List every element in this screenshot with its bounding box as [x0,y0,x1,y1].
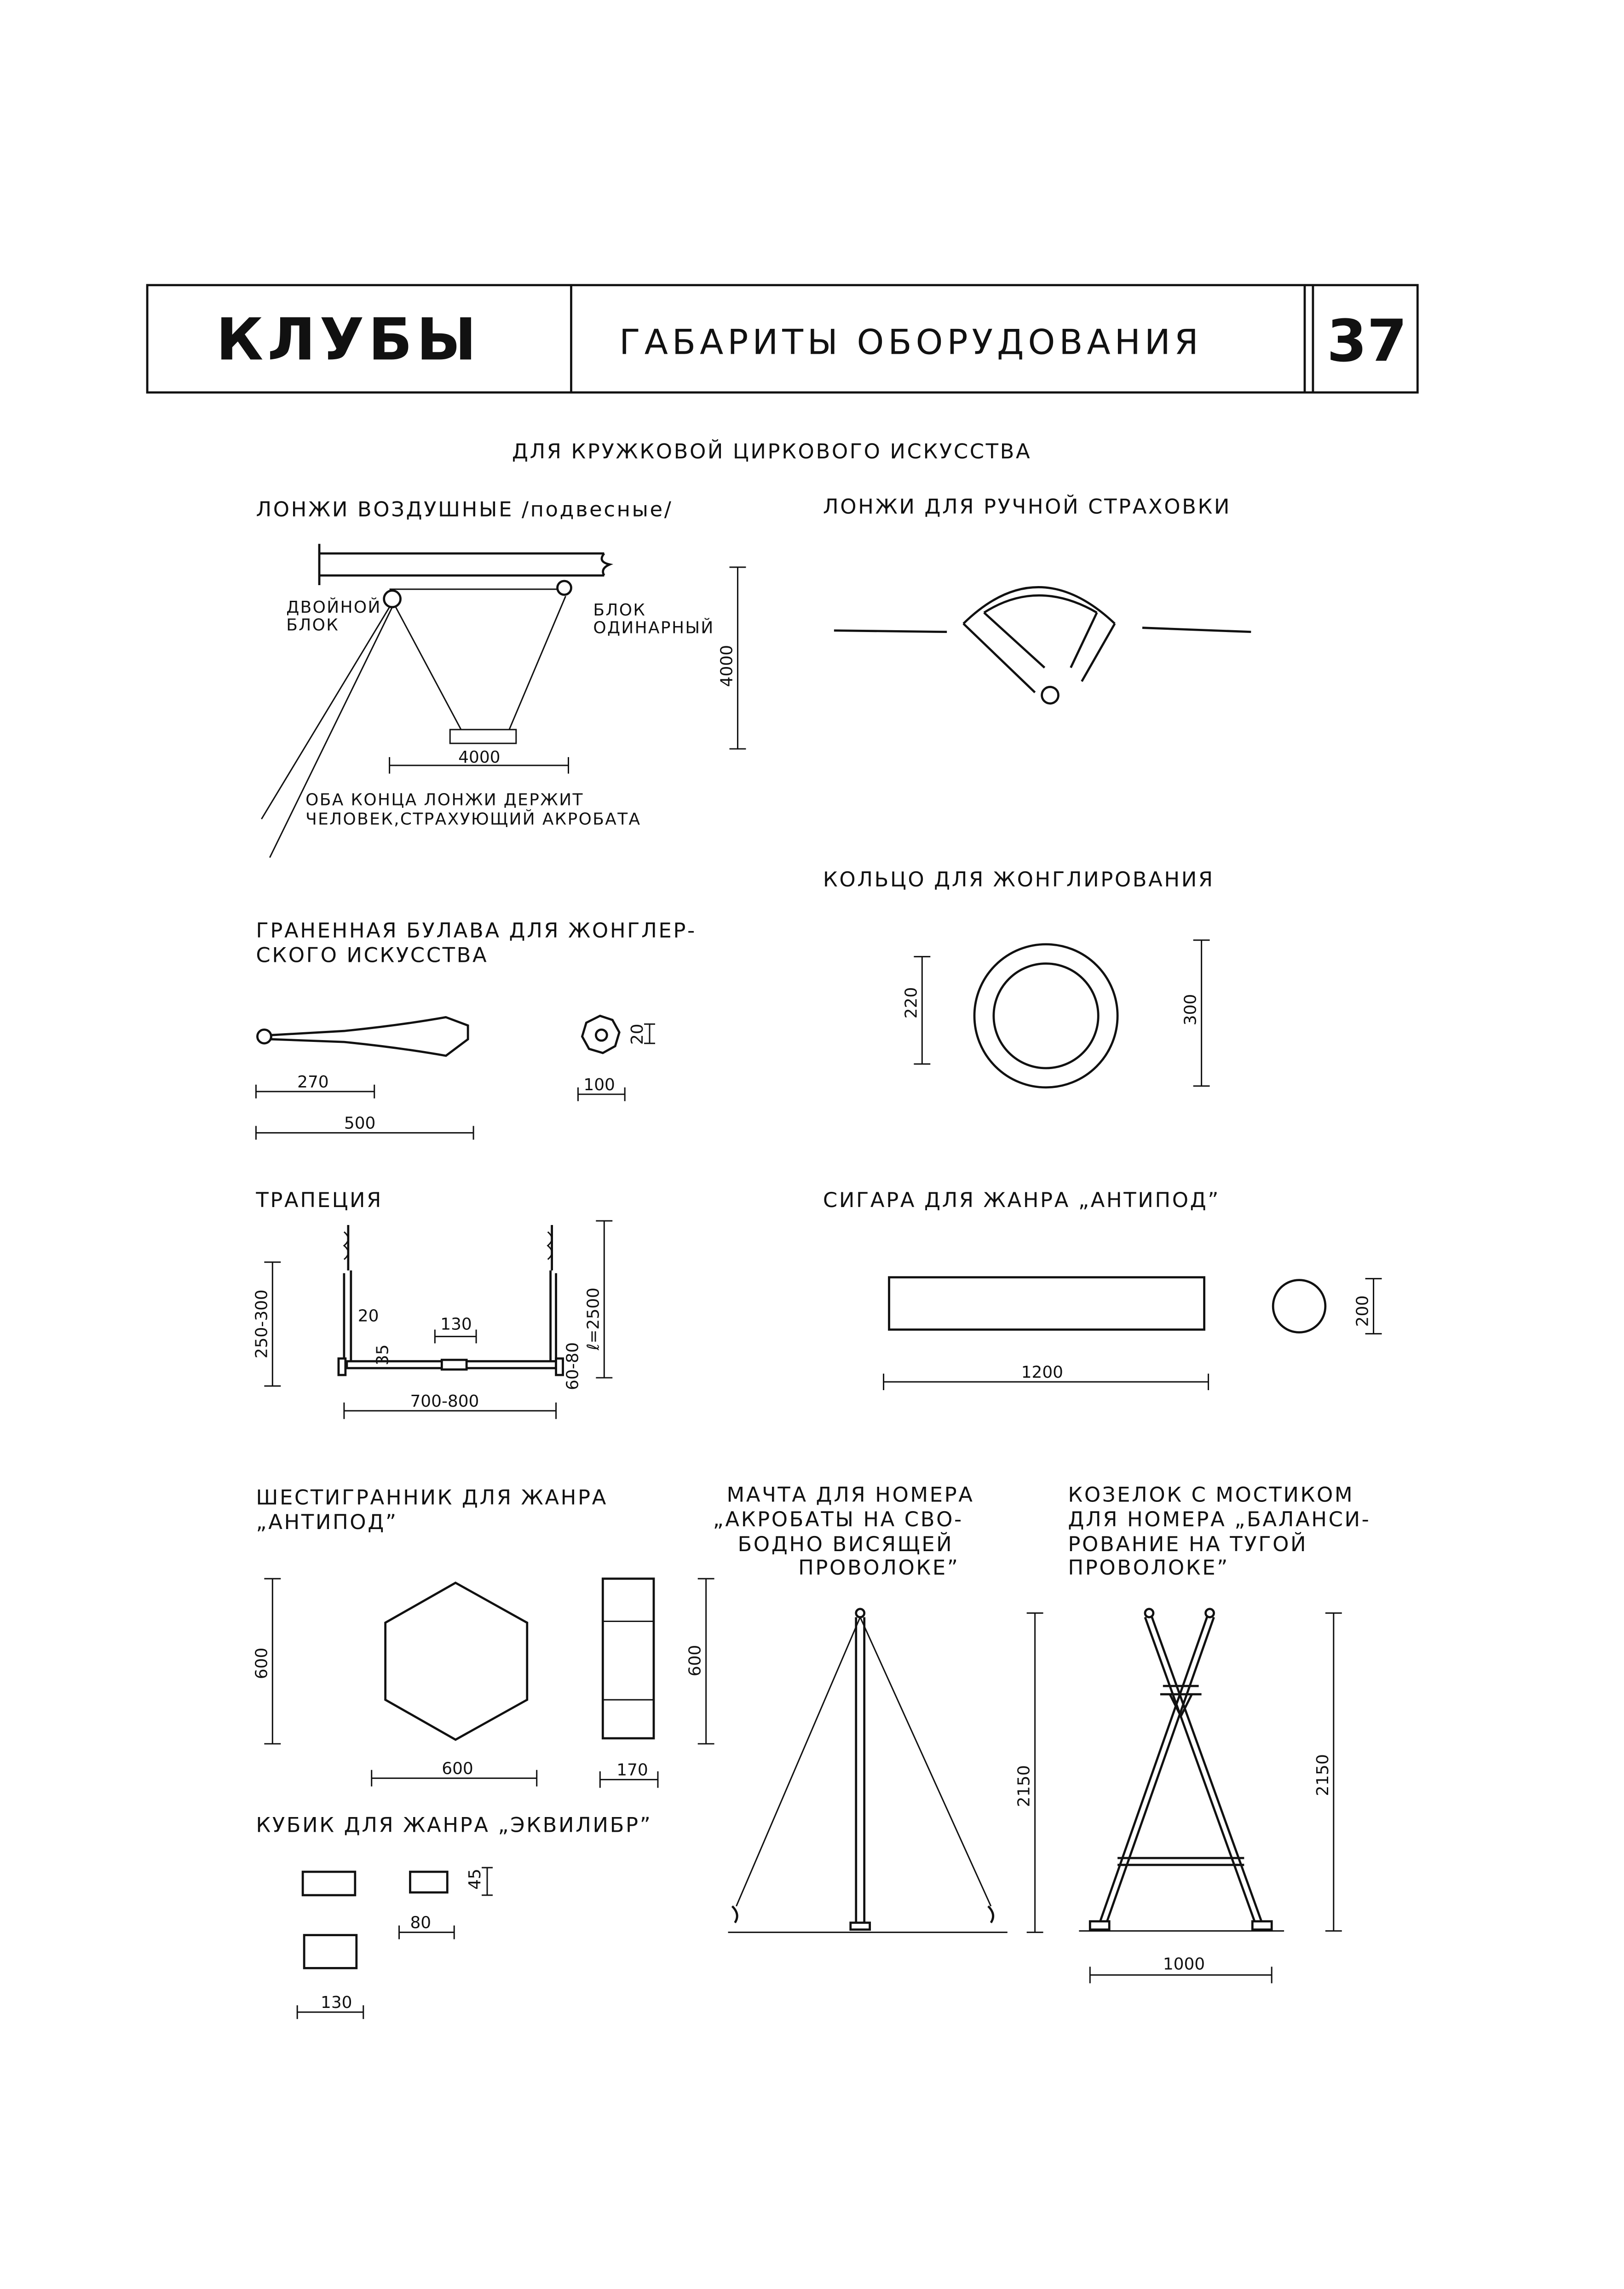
trestle-title: ДЛЯ НОМЕРА „БАЛАНСИ- [1068,1507,1371,1532]
cube-top [304,1935,357,1968]
header [147,285,1417,392]
diameter-dimension: 200 [1353,1295,1372,1327]
club-body [271,1017,468,1056]
single-block [558,581,571,595]
belt-buckle [1042,687,1059,703]
length-dimension: ℓ=2500 [584,1288,603,1351]
hand-lunge-figure [823,494,1251,703]
mast-title: МАЧТА ДЛЯ НОМЕРА [726,1482,974,1507]
club-title: СКОГО ИСКУССТВА [256,943,489,967]
cube-title: КУБИК ДЛЯ ЖАНРА „ЭКВИЛИБР” [256,1812,652,1837]
side-height-dimension: 600 [685,1645,705,1677]
hexagon-title: ШЕСТИГРАННИК ДЛЯ ЖАНРА [256,1485,608,1510]
height-dimension: 2150 [1313,1754,1332,1796]
hexagon-side-faces [603,1622,654,1700]
aerial-lunge-title: ЛОНЖИ ВОЗДУШНЫЕ /подвесные/ [256,497,673,522]
single-block-label: ОДИНАРНЫЙ [593,618,714,638]
section-title: ДЛЯ КРУЖКОВОЙ ЦИРКОВОГО ИСКУССТВА [512,439,1032,464]
double-block [384,591,401,607]
hexagon-shape [386,1583,527,1740]
handle-dimension: 270 [297,1072,329,1092]
hand-lunge-title: ЛОНЖИ ДЛЯ РУЧНОЙ СТРАХОВКИ [823,494,1232,519]
dim-130: 130 [321,1993,352,2013]
trestle-figure [1068,1482,1371,1983]
length-dimension: 1200 [1021,1363,1064,1382]
bar-dimension: 60-80 [563,1342,582,1390]
mast-top [856,1609,864,1617]
width-dimension: 700-800 [410,1392,479,1411]
grip-dimension: 130 [440,1315,472,1334]
sheet-number: 37 [1326,307,1407,375]
trestle-crossbar [1117,1858,1244,1865]
ring-title: КОЛЬЦО ДЛЯ ЖОНГЛИРОВАНИЯ [823,867,1215,892]
ring-inner [994,964,1098,1068]
width-dimension: 600 [442,1759,473,1778]
cigar-title: СИГАРА ДЛЯ ЖАНРА „АНТИПОД” [823,1188,1221,1213]
hexagon-figure [252,1485,714,1788]
height-dimension: 4000 [717,645,737,687]
ceiling-beam [319,544,610,585]
cigar-body [889,1277,1204,1330]
trapeze-end [556,1358,563,1375]
cube-figure [256,1812,652,2019]
mast-title: ПРОВОЛОКЕ” [798,1555,960,1580]
cube-side [410,1872,447,1892]
trestle-title: ПРОВОЛОКЕ” [1068,1555,1229,1580]
width-dimension: 4000 [458,748,501,767]
hole-dimension: 20 [628,1024,647,1045]
mast-title: БОДНО ВИСЯЩЕЙ [737,1531,954,1556]
width-dimension: 1000 [1163,1955,1205,1974]
trapeze-hooks [344,1232,552,1260]
depth-dimension: 170 [616,1760,648,1780]
mast-pole [856,1617,864,1927]
trestle-leg-top [1145,1609,1153,1617]
ring-outer [974,944,1117,1087]
safety-belt [963,587,1115,692]
single-block-label: БЛОК [593,600,646,620]
trestle-leg-top [1206,1609,1214,1617]
club-figure [256,918,696,1140]
trapeze-grip [442,1360,466,1369]
club-section [582,1016,619,1053]
double-block-label: БЛОК [286,615,340,635]
inner-dimension: 220 [902,987,921,1019]
safety-cord [834,628,1251,632]
trestle-title: РОВАНИЕ НА ТУГОЙ [1068,1531,1308,1556]
mast-anchors [732,1906,993,1923]
trestle-title: КОЗЕЛОК С МОСТИКОМ [1068,1482,1354,1507]
trestle-foot [1090,1921,1109,1930]
trestle-foot [1252,1921,1272,1930]
hexagon-title: „АНТИПОД” [256,1510,398,1535]
trestle-legs [1098,1617,1263,1927]
section-dimension: 100 [583,1075,615,1094]
mast-base [851,1923,870,1930]
height-dimension: 600 [252,1647,271,1679]
mast-title: „АКРОБАТЫ НА СВО- [713,1507,963,1532]
trapeze-end [339,1358,346,1375]
trapeze-dim-20: 20 [357,1306,379,1326]
club-title: ГРАНЕННАЯ БУЛАВА ДЛЯ ЖОНГЛЕР- [256,918,697,943]
aerial-lunge-note: ОБА КОНЦА ЛОНЖИ ДЕРЖИТ [305,790,584,810]
header-subtitle: ГАБАРИТЫ ОБОРУДОВАНИЯ [619,322,1203,362]
height-dimension: 2150 [1014,1765,1034,1807]
cigar-figure [823,1188,1382,1390]
aerial-lunge-note: ЧЕЛОВЕК,СТРАХУЮЩИЙ АКРОБАТА [305,810,641,829]
dim-45: 45 [466,1869,485,1890]
trapeze-dim-35: 35 [373,1344,392,1366]
trapeze-title: ТРАПЕЦИЯ [256,1188,383,1213]
header-brand: КЛУБЫ [216,305,481,374]
trapeze-figure [252,1188,612,1419]
ring-figure [823,867,1215,1087]
cube-front [303,1872,355,1895]
double-block-label: ДВОЙНОЙ [286,598,381,617]
total-dimension: 500 [344,1114,376,1133]
club-knob [257,1029,271,1043]
cigar-section [1273,1280,1325,1333]
hexagon-side [603,1579,654,1738]
outer-dimension: 300 [1181,994,1200,1026]
hang-dimension: 250-300 [252,1289,271,1359]
aerial-lunge-figure [256,497,746,857]
mast-figure [713,1482,1043,1932]
dim-80: 80 [410,1913,432,1932]
club-section-hole [596,1029,607,1041]
